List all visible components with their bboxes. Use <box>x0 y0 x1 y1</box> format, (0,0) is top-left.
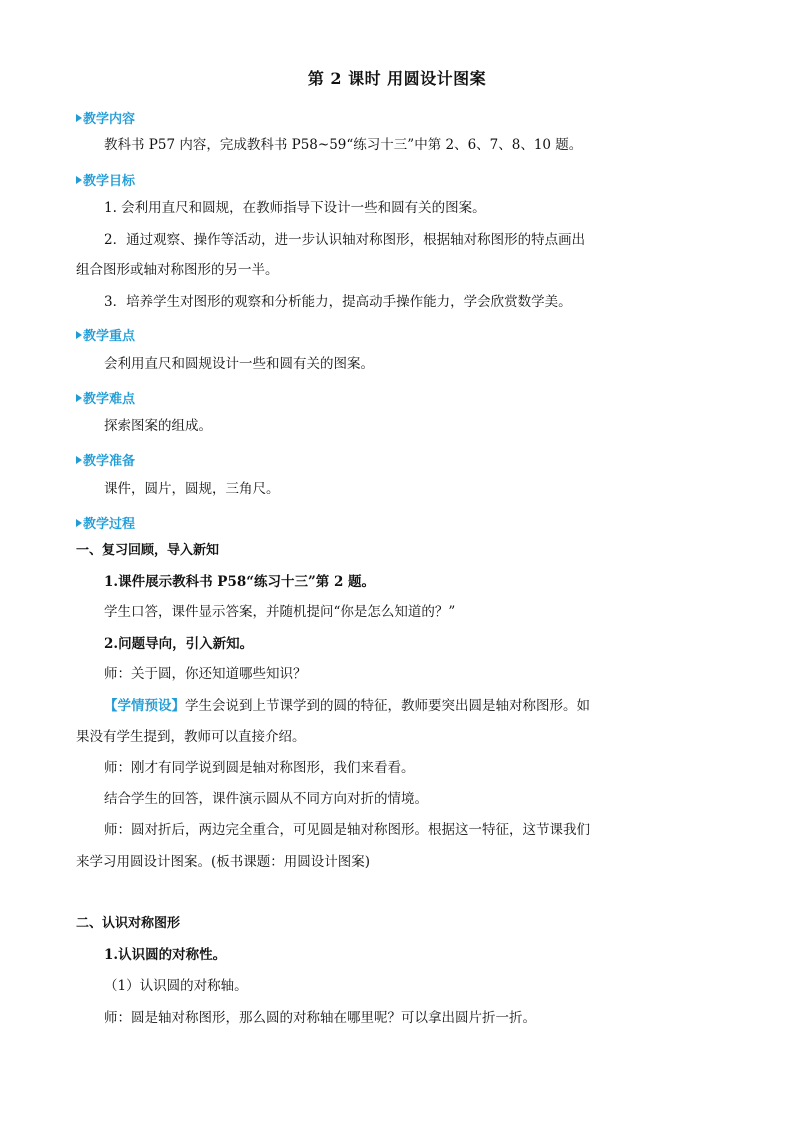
step-1-8-line-1: 师：圆对折后，两边完全重合，可见圆是轴对称图形。根据这一特征，这节课我们 <box>104 822 590 838</box>
triangle-bullet-icon <box>76 176 82 184</box>
section-label: 教学难点 <box>83 392 136 407</box>
section-label: 教学准备 <box>83 454 136 469</box>
key-text: 会利用直尺和圆规设计一些和圆有关的图案。 <box>104 356 374 372</box>
step-1-3: 2.问题导向，引入新知。 <box>104 636 254 652</box>
step-1-5-line-2: 果没有学生提到，教师可以直接介绍。 <box>76 729 306 745</box>
goal-1: 1. 会利用直尺和圆规，在教师指导下设计一些和圆有关的图案。 <box>104 200 486 216</box>
section-heading-difficulty <box>76 388 135 407</box>
step-1-7: 结合学生的回答，课件演示圆从不同方向对折的情境。 <box>104 791 428 807</box>
prep-text: 课件，圆片，圆规，三角尺。 <box>104 481 280 497</box>
section-label: 教学过程 <box>83 517 136 532</box>
step-1-1: 1.课件展示教科书 P58“练习十三”第 2 题。 <box>104 574 376 590</box>
section-label: 教学重点 <box>83 329 136 344</box>
triangle-bullet-icon <box>76 114 82 122</box>
section-heading-key <box>76 325 135 344</box>
step-1-6: 师：刚才有同学说到圆是轴对称图形，我们来看看。 <box>104 760 415 776</box>
section-heading-process <box>76 513 135 532</box>
learning-preview-tag: 【学情预设】 <box>104 698 185 714</box>
step-1-4: 师：关于圆，你还知道哪些知识？ <box>104 666 307 682</box>
step-1-5-line-1 <box>104 696 590 716</box>
difficulty-text: 探索图案的组成。 <box>104 418 212 434</box>
triangle-bullet-icon <box>76 519 82 527</box>
section-heading-content <box>76 108 135 127</box>
part-1-heading: 一、复习回顾，导入新知 <box>76 543 220 558</box>
step-2-3: 师：圆是轴对称图形，那么圆的对称轴在哪里呢？可以拿出圆片折一折。 <box>104 1010 536 1026</box>
step-1-5-text: 学生会说到上节课学到的圆的特征，教师要突出圆是轴对称图形。如 <box>185 698 590 714</box>
triangle-bullet-icon <box>76 394 82 402</box>
section-label: 教学内容 <box>83 112 136 127</box>
step-1-8-line-2: 来学习用圆设计图案。(板书课题：用圆设计图案) <box>76 854 371 870</box>
content-text: 教科书 P57 内容，完成教科书 P58~59“练习十三”中第 2、6、7、8、10 题。 <box>104 137 583 153</box>
triangle-bullet-icon <box>76 331 82 339</box>
goal-2-line-2: 组合图形或轴对称图形的另一半。 <box>76 262 279 278</box>
section-label: 教学目标 <box>83 174 136 189</box>
section-heading-goals <box>76 170 135 189</box>
goal-3: 3．培养学生对图形的观察和分析能力，提高动手操作能力，学会欣赏数学美。 <box>104 294 572 310</box>
section-heading-prep <box>76 450 135 469</box>
step-2-1: 1.认识圆的对称性。 <box>104 947 227 963</box>
page-title: 第 2 课时 用圆设计图案 <box>307 69 487 88</box>
goal-2-line-1: 2．通过观察、操作等活动，进一步认识轴对称图形，根据轴对称图形的特点画出 <box>104 232 586 248</box>
triangle-bullet-icon <box>76 456 82 464</box>
part-2-heading: 二、认识对称图形 <box>76 916 181 931</box>
step-2-2: （1）认识圆的对称轴。 <box>104 978 248 994</box>
step-1-2: 学生口答，课件显示答案，并随机提问“你是怎么知道的？” <box>104 604 456 620</box>
